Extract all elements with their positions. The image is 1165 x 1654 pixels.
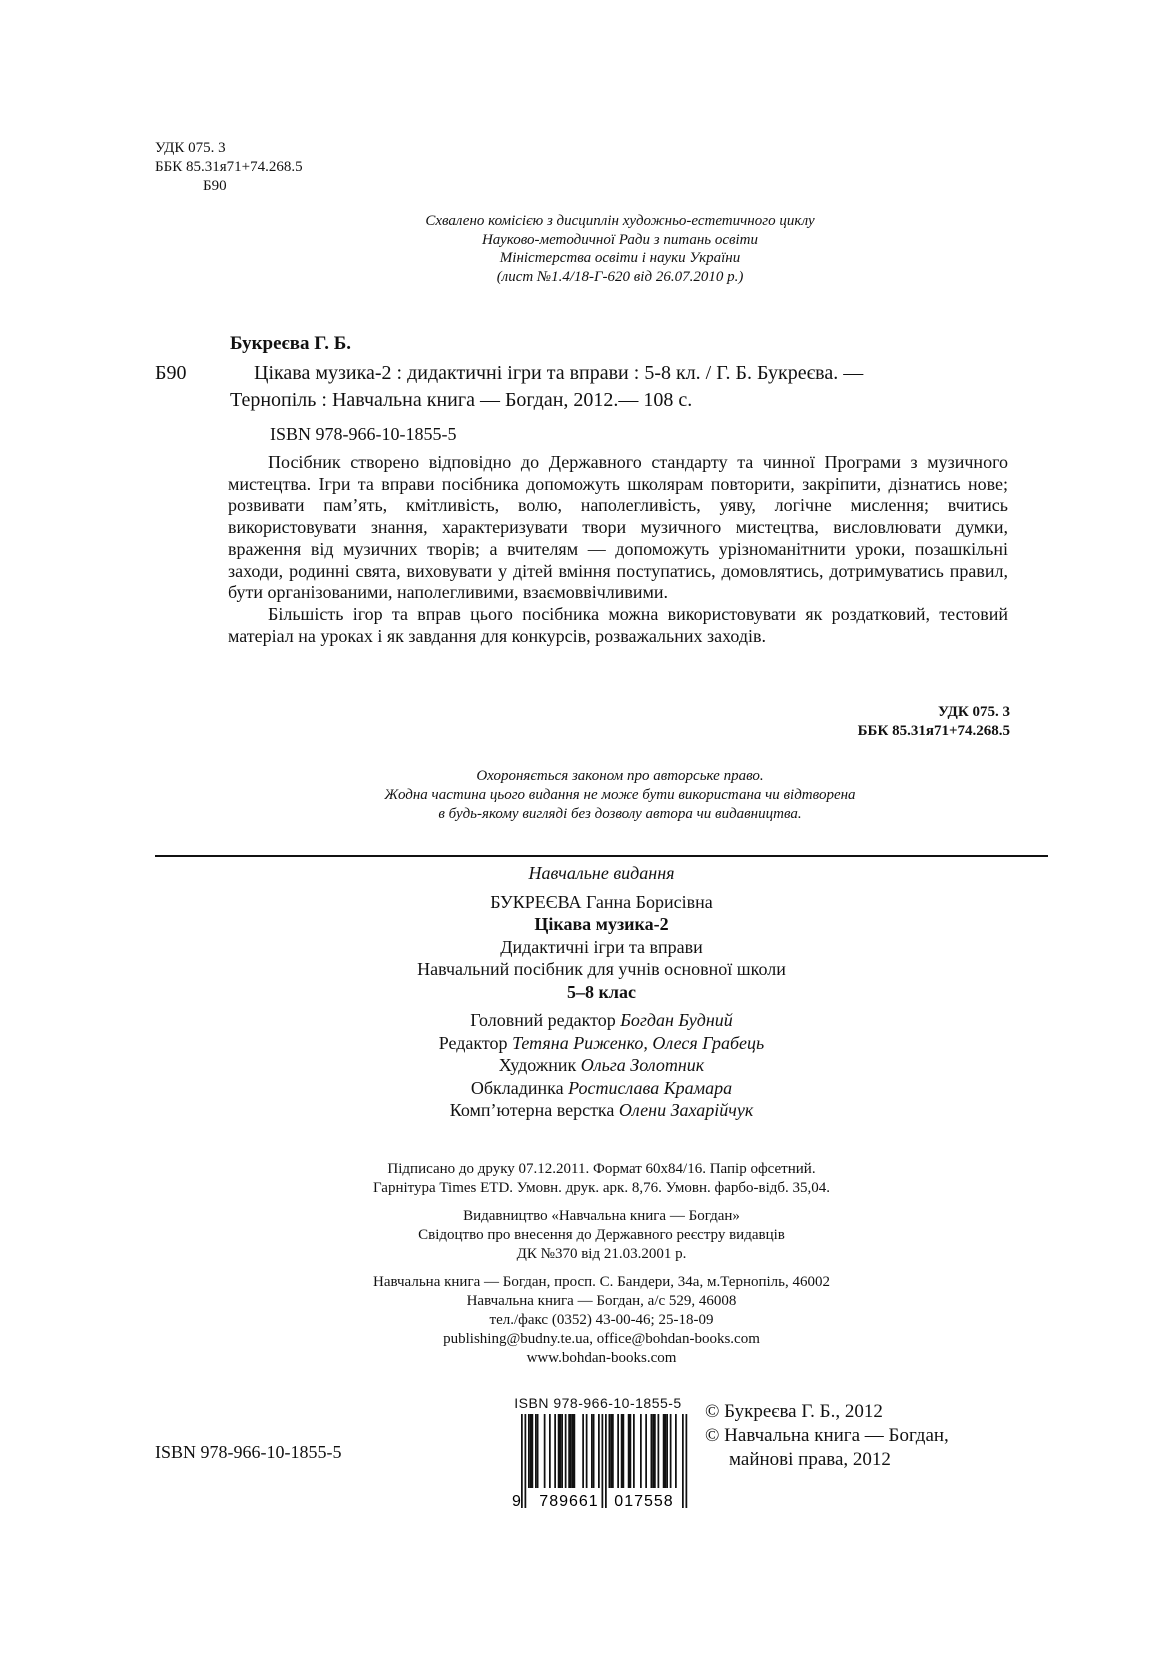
barcode-bar (535, 1414, 537, 1488)
barcode-bar (617, 1414, 619, 1488)
barcode-digits-right: 017558 (614, 1493, 674, 1510)
copyright-line: Охороняється законом про авторське право. (476, 768, 764, 784)
barcode-bar (586, 1414, 588, 1488)
barcode-bar (598, 1414, 600, 1488)
copyrights-block (705, 1400, 949, 1472)
dk-line: ДК №370 від 21.03.2001 р. (516, 1246, 687, 1262)
bib-title-line: Цікава музика-2 : дидактичні ігри та вправи : 5-8 кл. / Г. Б. Букреєва. — (254, 362, 864, 384)
po-box-line: Навчальна книга — Богдан, а/с 529, 46008 (466, 1293, 737, 1309)
barcode-bar (591, 1414, 593, 1488)
barcode-bar (663, 1414, 665, 1488)
barcode-bar (645, 1414, 647, 1488)
barcode-bar (621, 1414, 623, 1488)
barcode-bar (651, 1414, 653, 1488)
author-full-name: БУКРЕЄВА Ганна Борисівна (490, 891, 713, 912)
copyright-publisher: © Навчальна книга — Богдан, (705, 1425, 949, 1446)
publisher-line: Видавництво «Навчальна книга — Богдан» (463, 1208, 740, 1224)
barcode-bar (610, 1414, 612, 1488)
phone-line: тел./факс (0352) 43-00-46; 25-18-09 (489, 1312, 714, 1328)
barcode-bar (652, 1414, 654, 1488)
barcode-bar (532, 1414, 534, 1488)
credit-role: Художник (498, 1055, 577, 1075)
barcode-bar (528, 1414, 530, 1488)
approval-line: Міністерства освіти і науки України (499, 250, 741, 266)
barcode-bar (561, 1414, 563, 1488)
barcode-bar (612, 1414, 614, 1488)
barcode-bar (665, 1414, 667, 1488)
barcode-bar (633, 1414, 635, 1488)
credit-line (155, 1054, 1048, 1077)
classification-right (858, 703, 1010, 741)
credit-name: Богдан Будний (620, 1010, 733, 1030)
barcode-bar (560, 1414, 562, 1488)
approval-line: Науково-методичної Ради з питань освіти (481, 231, 759, 248)
bib-mark: Б90 (155, 362, 187, 384)
annotation-paragraph: Більшість ігор та вправ цього посібника можна використовувати як роздатковий, тестовий матеріал на уроках і як завдання для конкурсів, розважальних заходів. (228, 603, 1008, 646)
imprint-block (155, 862, 1048, 1122)
bbk-code: ББК 85.31я71+74.268.5 (155, 159, 303, 175)
bib-author: Букреєва Г. Б. (230, 333, 352, 354)
barcode-bar (605, 1414, 607, 1508)
udk-code: УДК 075. 3 (155, 140, 226, 156)
barcode-bar (628, 1414, 630, 1488)
barcode-bar (537, 1414, 539, 1488)
classification-block (155, 139, 303, 196)
author-mark: Б90 (203, 178, 227, 194)
credit-role: Редактор (438, 1032, 508, 1053)
barcode-digits-left: 789661 (539, 1493, 599, 1510)
barcode-bar (686, 1414, 688, 1508)
barcode-bar (630, 1414, 632, 1488)
address-line: Навчальна книга — Богдан, просп. С. Бандери, 34а, м.Тернопіль, 46002 (373, 1274, 830, 1290)
edition-type: Навчальне видання (528, 863, 675, 883)
isbn-bottom: ISBN 978-966-10-1855-5 (155, 1442, 342, 1462)
credit-line (155, 1077, 1048, 1100)
credit-name: Ольга Золотник (580, 1055, 705, 1075)
book-subtitle: Дидактичні ігри та вправи (500, 936, 703, 957)
barcode-bar (602, 1414, 604, 1508)
book-grade: 5–8 клас (567, 981, 636, 1002)
barcode-bar (623, 1414, 625, 1488)
barcode-bar (654, 1414, 656, 1488)
annotation-paragraph: Посібник створено відповідно до Державного стандарту та чинної Програми з музичного мистецтва. Ігри та вправи посібника допоможуть школярам повторити, закріпити, дізнатись нове; розвивати пам’ять, кмітливість, волю, наполегливість, уяву, логічне мислення; вчитись використовувати знання, характеризувати твори музичного мистецтва, висловлювати думки, враження від музичних творів; а вчителям — допоможуть урізноманітнити уроки, позашкільні заходи, родинні свята, виховувати у дітей вміння поступатись, домовлятись, дотримуватись правил, бути організованими, наполегливими, взаємоввічливими. (228, 452, 1008, 603)
credit-name: Ростислава Крамара (568, 1077, 733, 1098)
annotation (228, 452, 1008, 647)
barcode-bar (554, 1414, 556, 1488)
barcode-block (508, 1395, 688, 1510)
approval-line: (лист №1.4/18-Г-620 від 26.07.2010 р.) (496, 268, 744, 285)
divider-rule (155, 855, 1048, 857)
emails-line: publishing@budny.te.ua, office@bohdan-books.com (443, 1331, 760, 1347)
barcode-isbn-label: ISBN 978-966-10-1855-5 (514, 1395, 682, 1411)
book-purpose: Навчальний посібник для учнів основної школи (417, 959, 786, 979)
bbk-code: ББК 85.31я71+74.268.5 (857, 723, 1010, 739)
barcode-bar (565, 1414, 567, 1488)
barcode-bar (521, 1414, 523, 1508)
credit-line (155, 1099, 1048, 1122)
barcode-bar (568, 1414, 570, 1488)
barcode-graphic (508, 1412, 698, 1510)
barcode-bar (570, 1414, 572, 1488)
copyright-rights: майнові права, 2012 (729, 1449, 891, 1470)
website-line: www.bohdan-books.com (526, 1350, 677, 1366)
barcode-bar (640, 1414, 642, 1488)
barcode-bar (530, 1414, 532, 1488)
barcode-bar (609, 1414, 611, 1488)
barcode-bar (558, 1414, 560, 1488)
bib-place-line: Тернопіль : Навчальна книга — Богдан, 2012.— 108 с. (230, 389, 693, 411)
copyright-notice (250, 767, 990, 824)
copyright-author: © Букреєва Г. Б., 2012 (705, 1401, 883, 1422)
barcode-bar (682, 1414, 684, 1508)
copyright-line: в будь-якому вигляді без дозволу автора чи видавництва. (438, 806, 802, 822)
certificate-line: Свідоцтво про внесення до Державного реєстру видавців (418, 1227, 785, 1243)
barcode-bar (666, 1414, 668, 1488)
barcode-bar (525, 1414, 527, 1508)
credit-line (155, 1009, 1048, 1032)
credit-role: Головний редактор (470, 1010, 616, 1030)
barcode-bar (574, 1414, 576, 1488)
credit-line (155, 1032, 1048, 1055)
approval-line: Схвалено комісією з дисциплін художньо-естетичного циклу (425, 213, 815, 229)
udk-code: УДК 075. 3 (938, 704, 1010, 720)
copyright-line: Жодна частина цього видання не може бути використана чи відтворена (384, 787, 856, 803)
credit-role: Обкладинка (470, 1077, 564, 1098)
barcode-bar (544, 1414, 546, 1488)
credit-name: Олени Захарійчук (618, 1100, 754, 1120)
bib-isbn: ISBN 978-966-10-1855-5 (270, 424, 457, 444)
credit-role: Комп’ютерна верстка (449, 1100, 615, 1120)
barcode-bar (675, 1414, 677, 1488)
barcode-bar (582, 1414, 584, 1488)
barcode-digit-first: 9 (512, 1493, 521, 1510)
barcode-bar (549, 1414, 551, 1488)
credit-name: Тетяна Риженко, Олеся Грабець (512, 1032, 765, 1053)
barcode-bar (658, 1414, 660, 1488)
typeface-line: Гарнітура Times ETD. Умовн. друк. арк. 8,76. Умовн. фарбо-відб. 35,04. (372, 1180, 831, 1196)
barcode-bar (593, 1414, 595, 1488)
approval-notice (250, 212, 990, 286)
barcode-bar (670, 1414, 672, 1488)
barcode-bar (572, 1414, 574, 1488)
signed-line: Підписано до друку 07.12.2011. Формат 60x84/16. Папір офсетний. (387, 1161, 816, 1177)
printing-details (155, 1160, 1048, 1368)
book-title: Цікава музика-2 (534, 914, 669, 934)
